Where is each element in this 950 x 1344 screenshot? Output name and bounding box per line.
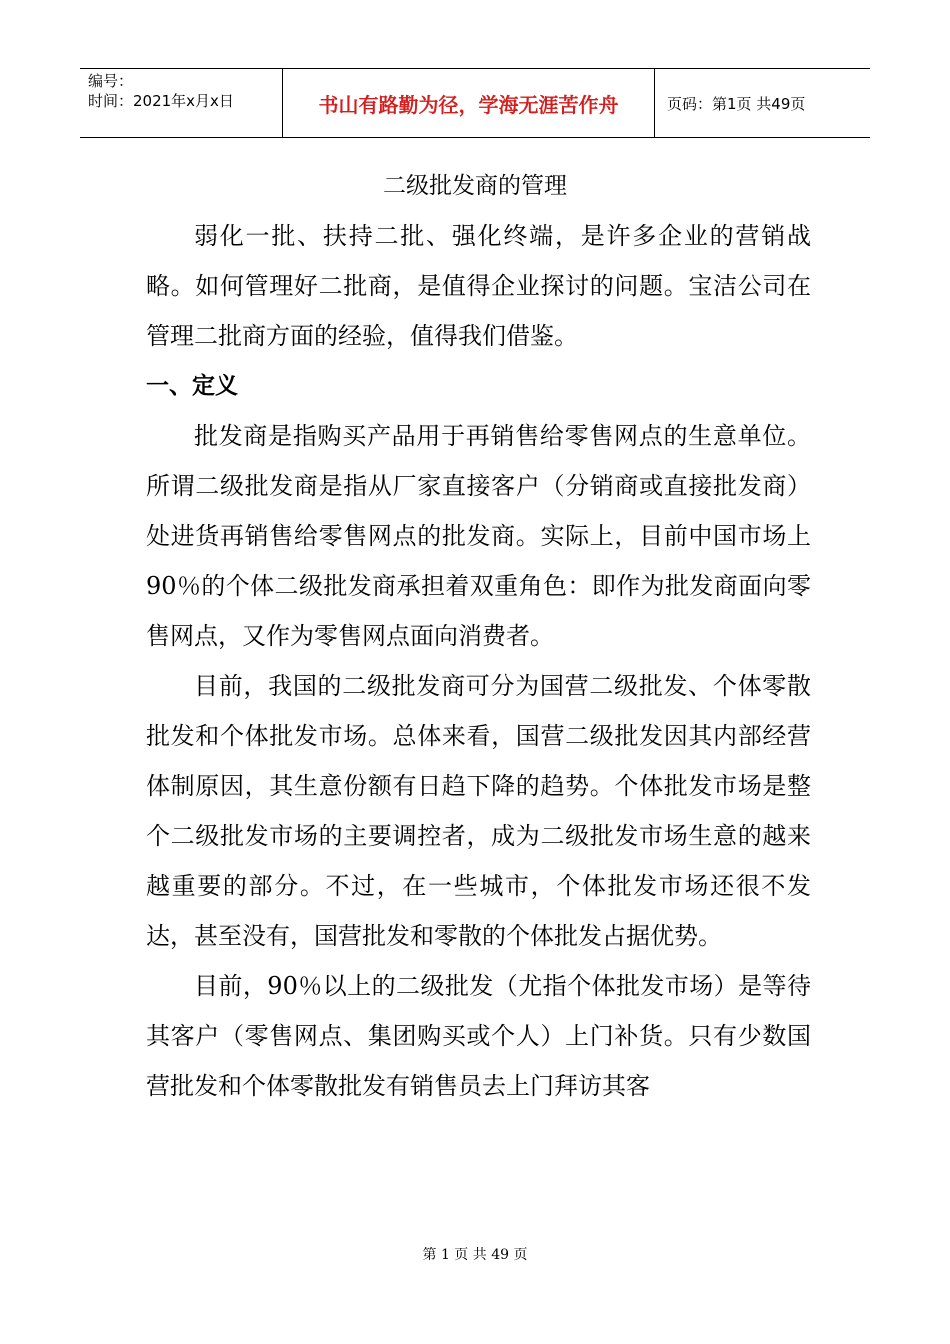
header-motto: 书山有路勤为径，学海无涯苦作舟 xyxy=(282,69,655,137)
intro-paragraph: 弱化一批、扶持二批、强化终端，是许多企业的营销战略。如何管理好二批商，是值得企业探讨的问题。宝洁公司在管理二批商方面的经验，值得我们借鉴。 xyxy=(146,222,811,350)
document-number-label: 编号： xyxy=(88,72,134,90)
document-body xyxy=(146,211,811,1111)
page-header xyxy=(80,68,870,138)
definition-paragraph-2: 目前，我国的二级批发商可分为国营二级批发、个体零散批发和个体批发市场。总体来看，国营二级批发因其内部经营体制原因，其生意份额有日趋下降的趋势。个体批发市场是整个二级批发市场的主要调控者，成为二级批发市场生意的越来越重要的部分。不过，在一些城市，个体批发市场还很不发达，甚至没有，国营批发和零散的个体批发占据优势。 xyxy=(146,672,811,950)
definition-paragraph-1: 批发商是指购买产品用于再销售给零售网点的生意单位。所谓二级批发商是指从厂家直接客户（分销商或直接批发商）处进货再销售给零售网点的批发商。实际上，目前中国市场上90％的个体二级批发商承担着双重角色：即作为批发商面向零售网点，又作为零售网点面向消费者。 xyxy=(146,422,811,650)
page-footer: 第 1 页 共 49 页 xyxy=(422,1247,528,1263)
document-title: 二级批发商的管理 xyxy=(383,173,567,199)
section-heading-definition: 一、定义 xyxy=(146,373,238,399)
header-meta xyxy=(80,69,282,137)
header-page-info: 页码：第1页 共49页 xyxy=(667,94,806,113)
definition-paragraph-3: 目前，90％以上的二级批发（尤指个体批发市场）是等待其客户（零售网点、集团购买或个人）上门补货。只有少数国营批发和个体零散批发有销售员去上门拜访其客 xyxy=(146,972,811,1100)
document-time-label: 时间：2021年x月x日 xyxy=(88,92,234,110)
